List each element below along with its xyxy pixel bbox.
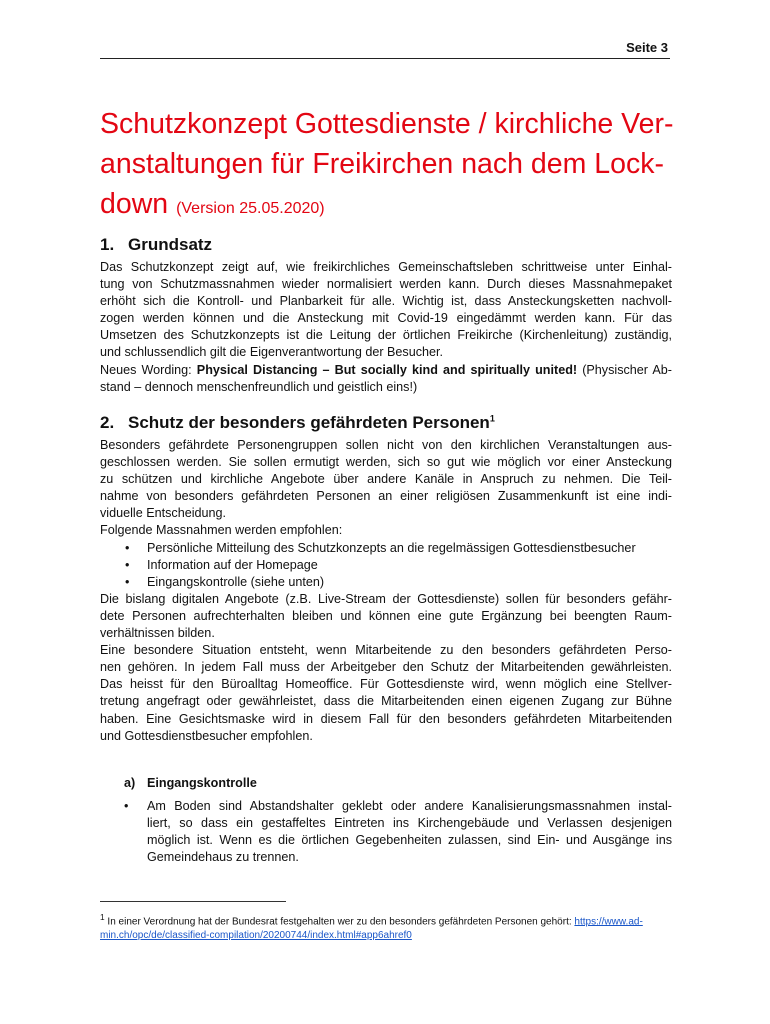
section-2-line: geschlossen werden. Sie sollen ermutigt werden, sich so gut wie möglich vor einer Ansteckung [100,455,672,470]
section-2-line: Eine besondere Situation entsteht, wenn Mitarbeitende zu den besonders gefährdeten Perso- [100,643,672,658]
measures-list [100,540,672,591]
title-version: (Version 25.05.2020) [176,200,325,217]
page-number: Seite 3 [626,40,668,55]
section-1-line: zogen werden können und die Ansteckung mit Covid-19 eingedämmt werden kann. Für das [100,311,672,326]
section-2-line: zu schützen und kirchliche Angebote über andere Kanäle in Anspruch zu nehmen. Die Teil- [100,472,672,487]
footnote-number: 1 [100,912,105,922]
footnote-ref[interactable]: 1 [489,413,495,424]
section-2-line: viduelle Entscheidung. [100,506,227,521]
footnote-link[interactable]: https://www.ad- [574,916,643,928]
section-2-heading [100,413,495,433]
section-2-line: nahme von besonders gefährdeten Personen an einer religiösen Zusammenkunft ist eine indi- [100,489,672,504]
footnote-text: In einer Verordnung hat der Bundesrat festgehalten wer zu den besonders gefährdeten Personen gehört: [107,916,575,928]
section-2-line: nen gehören. In jedem Fall muss der Arbeitgeber den Schutz der Mitarbeitenden gewährleisten. [100,660,672,675]
document-title [100,104,680,229]
subsection-a-body [124,798,672,866]
bullet-icon: • [124,799,129,813]
section-1-line: und schlussendlich gilt die Eigenverantwortung der Besucher. [100,345,444,360]
section-1-number: 1. [100,235,115,254]
footnote [100,911,680,942]
list-item: • Am Boden sind Abstandshalter geklebt oder andere Kanalisierungsmassnahmen instal- liert, so dass ein gestaffeltes Eintreten ins Kirchengebäude und Verlassen desjenigen möglich ist. Wenn es die örtlichen Gegebenheiten zulassen, sind Ein- und Ausgänge ins Gemeindehaus zu trennen. [124,799,672,865]
list-item: • Information auf der Homepage [100,557,672,574]
wording-line: Neues Wording: Physical Distancing – But socially kind and spiritually united! (Physischer Ab- [100,362,672,377]
section-1-line: tung von Schutzmassnahmen wieder normalisiert werden kann. Durch dieses Massnahmepaket [100,277,672,292]
section-1-body [100,259,672,396]
section-1-line: erhöht sich die Kontroll- und Planbarkeit für alle. Wichtig ist, dass Ansteckungsketten nachvoll- [100,294,672,309]
list-item: • Persönliche Mitteilung des Schutzkonzepts an die regelmässigen Gottesdienstbesucher [100,540,672,557]
section-2-number: 2. [100,413,115,432]
footnote-link-cont[interactable]: min.ch/opc/de/classified-compilation/20200744/index.html#app6ahref0 [100,929,412,941]
section-2-title: Schutz der besonders gefährdeten Personen [128,413,490,432]
section-1-line: Umsetzen des Schutzkonzepts ist die Leitung der örtlichen Freikirche (Kirchenleitung) zuständig, [100,328,672,343]
section-2-line: Das heisst für den Büroalltag Homeoffice. Für Gottesdienste wird, wenn möglich eine Stellver- [100,677,672,692]
wording-line-2: stand – dennoch menschenfreundlich und geistlich eins!) [100,379,418,394]
measures-intro: Folgende Massnahmen werden empfohlen: [100,523,343,538]
footnote-divider [100,901,286,902]
section-1-line: Das Schutzkonzept zeigt auf, wie freikirchliches Gemeinschaftsleben schrittweise unter Einhal- [100,260,672,274]
page-header [100,36,670,59]
section-2-line: Besonders gefährdete Personengruppen sollen nicht von den kirchlichen Veranstaltungen aus- [100,438,672,452]
subsection-a-heading [124,776,257,790]
list-item: • Eingangskontrolle (siehe unten) [100,574,672,591]
section-2-body [100,437,672,745]
title-line-2: anstaltungen für Freikirchen nach dem Lock- [100,148,664,180]
section-2-line: und Gottesdienstbesucher empfohlen. [100,728,313,743]
section-2-line: haben. Eine Gesichtsmaske wird in diesem Fall für den besonders gefährdeten Mitarbeitenden [100,711,672,726]
section-2-line: Die bislang digitalen Angebote (z.B. Live-Stream der Gottesdienste) sollen für besonders gefähr- [100,591,672,606]
subsection-a-label: a) [124,776,136,790]
section-2-line: dete Personen aufrechterhalten bleiben und können eine gute Ergänzung bei beengten Raum- [100,608,672,623]
subsection-a-title: Eingangskontrolle [147,776,257,790]
wording-slogan: Physical Distancing – But socially kind and spiritually united! [196,362,578,377]
section-2-line: verhältnissen bilden. [100,626,215,641]
title-line-3: down [100,188,169,220]
section-1-title: Grundsatz [128,235,213,254]
section-2-line: tretung angefragt oder gewährleistet, dass die Mitarbeitenden einen eigenen Zugang zur Bühne [100,694,672,709]
title-line-1: Schutzkonzept Gottesdienste / kirchliche Ver- [100,108,674,140]
section-1-heading [100,235,212,255]
